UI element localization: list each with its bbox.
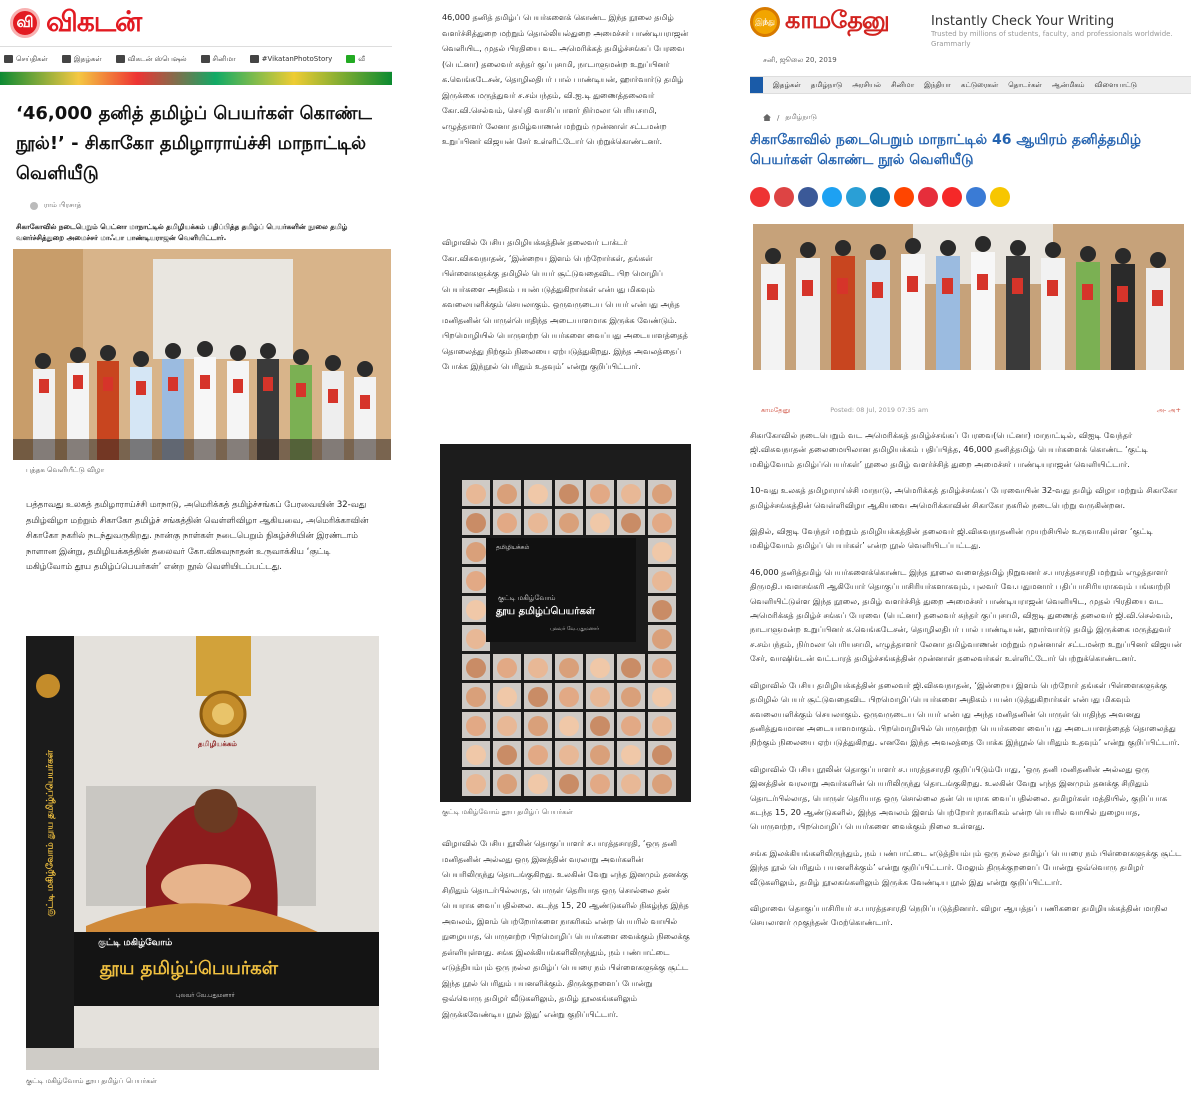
nav-item-photostory[interactable]: #VikatanPhotoStory: [250, 55, 333, 63]
baby-faces-grid-illustration: [440, 444, 691, 802]
nav-item-politics[interactable]: அரசியல்: [852, 80, 881, 89]
baby-face: [559, 658, 579, 678]
baby-face: [652, 600, 672, 620]
body-paragraph: இதில், விஐடி வேந்தர் மற்றும் தமிழியக்கத்தின் தலைவர் ஜி.விசுவநாதனின் முயற்சியில் உருவாகியுள்ள ‘குட்டி மகிழ்வோம் தமிழ்ப் பெயர்கள்’ என்ற நூல் வெளியிடப்பட்டது.: [750, 526, 1153, 551]
vikatan-article-title: ‘46,000 தனித் தமிழ்ப் பெயர்கள் கொண்ட நூல்!’ - சிகாகோ தமிழாராய்ச்சி மாநாட்டில் வெளியீடு: [16, 103, 372, 184]
baby-face: [559, 716, 579, 736]
baby-face: [497, 484, 517, 504]
meta-author: காமதேனு: [761, 406, 791, 414]
baby-face: [652, 745, 672, 765]
vikatan-logo-text[interactable]: விகடன்: [46, 4, 142, 38]
body-paragraph: சங்க இலக்கியங்களிலிருந்தும், நம் பண்பாட்டை எடுத்தியம்பும் ஒரு நல்ல தமிழ்ப் பெயரை நம் பிள்ளைகளுக்கு சூட்ட இந்த நூல் பெரிதும் பயனளிக்கும்’ என்று குறிப்பிட்டார். மேலும் திருக்குறளைப் போன்று ஒவ்வொரு தமிழர் வீடுகளிலும், தமிழ் நூலகங்களிலும் இருக்க வேண்டிய நூல் இது என்று குறிப்பிட்டார்.: [750, 847, 1182, 887]
flipboard-icon[interactable]: [942, 187, 962, 207]
kamadhenu-logo[interactable]: [750, 6, 889, 37]
vikatan-author[interactable]: [0, 189, 392, 210]
baby-face: [590, 716, 610, 736]
baby-face: [590, 774, 610, 794]
home-icon[interactable]: [763, 114, 771, 121]
baby-face: [652, 542, 672, 562]
breadcrumb-separator: /: [777, 113, 780, 122]
baby-face: [466, 600, 486, 620]
baby-face: [621, 513, 641, 533]
vikatan-cover-caption: குட்டி மகிழ்வோம் தூய தமிழ்ப் பெயர்கள்: [26, 1077, 157, 1085]
vikatan-header: [0, 0, 392, 46]
column2-paragraph-1: 46,000 தனித் தமிழ்ப் பெயர்களைக் கொண்ட இந்த நூலை தமிழ் வளர்ச்சித்துறை மற்றும் தொல்லியல்துறை அமைச்சர் பாண்டியராஜன் வெளியிட, முதல் பிரதியை வட அமெரிக்கத் தமிழ்ச்சங்கப் பேரவை (பெட்னா) தலைவர் சுந்தர் குப்புசாமி, நாடாளுமன்ற உறுப்பினர் க.வெங்கடேசன், தொழிலதிபர் பால் பாண்டியன், ஹார்வார்டு தமிழ் இருக்கை மருத்துவர் ச.சம்பந்தம், வி.ஐ.டி துணைத்தலைவர் கோ.வி.செல்வம், செய்தி வாசிப்பாளர் நிர்மலா பெரியசாமி, எழுத்தாளர் லேனா தமிழ்வாணன் மற்றும் முன்னாள் சட்டமன்ற உறுப்பினர் விஜயன் சேர் உள்ளிட்டோர் பெற்றுக்கொண்டனர்.: [442, 13, 689, 146]
kamadhenu-article-title: சிகாகோவில் நடைபெறும் மாநாட்டில் 46 ஆயிரம் தனித்தமிழ் பெயர்கள் கொண்ட நூல் வெளியீடு: [750, 132, 1142, 168]
baby-face: [590, 687, 610, 707]
emoji-icon[interactable]: [990, 187, 1010, 207]
facebook-icon[interactable]: [798, 187, 818, 207]
nav-item-series[interactable]: தொடர்கள்: [1008, 80, 1042, 89]
baby-face: [559, 745, 579, 765]
baby-face: [497, 745, 517, 765]
vikatan-lead-paragraph: சிகாகோவில் நடைபெறும் பெட்னா மாநாட்டில் தமிழியக்கம் பதிப்பித்த தமிழ்ப் பெயர்களின் நூலை தமிழ் வளர்ச்சித்துறை அமைச்சர் மாஃபா பாண்டியராஜன் வெளியிட்டார்.: [16, 223, 348, 242]
baby-face: [652, 629, 672, 649]
baby-face: [466, 513, 486, 533]
baby-face: [466, 716, 486, 736]
baby-face: [621, 716, 641, 736]
baby-face: [466, 571, 486, 591]
baby-face: [621, 687, 641, 707]
nav-item-magazines[interactable]: இதழ்கள்: [773, 80, 801, 89]
body-paragraph: 46,000 தனித்தமிழ் பெயர்களைக்கொண்ட இந்த நூலை வளைத்தமிழ் நிறுவனர் ச.பாரத்தசாரதி மற்றும் எழுத்தாளர் திருமதி.பவளசங்கரி ஆகியோர் தொகுப்பாசிரியர்களாகவும், புலவர் வே.பதுமனார் பதிப்பாசிரியராகவும் பங்காற்றி வெளியிட்டுள்ள இந்த நூலை, தமிழ் வளர்ச்சித் துறை அமைச்சர் பாண்டியராஜன் வெளியிட, முதல் பிரதியை வட அமெரிக்கத் தமிழ்ச் சங்கப் பேரவை (பெட்னா) தலைவர் சுந்தர் குப்புசாமி, விஐடி துணைத் தலைவர் ஜி.வி.செல்வம், நாடாளுமன்ற உறுப்பினர் சு.வெங்கடேசன், தொழிலதிபர் பால் பாண்டியன், ஹார்வார்டு தமிழ் இருக்கை மருத்துவர் ச.சம்பந்தம், நிர்மலா பெரியசாமி, எழுத்தாளர் லேனா தமிழ்வாணன் மற்றும் முன்னாள் சட்டமன்ற உறுப்பினர் விஜயன் சேர், வாஷிங்டன் வட்டாரத் தமிழ்ச்சங்கத்தின் முன்னாள் தலைவர்கள் உள்ளிட்டோர் பெற்றுக்கொண்டனர்.: [750, 566, 1182, 664]
baby-face: [590, 513, 610, 533]
baby-face: [497, 716, 517, 736]
nav-item-news[interactable]: செய்திகள்: [4, 55, 48, 64]
cinema-icon: [201, 55, 210, 63]
baby-face: [528, 716, 548, 736]
baby-face: [497, 513, 517, 533]
special-icon: [116, 55, 125, 63]
nav-item-special[interactable]: விகடன் ஸ்பெஷல்: [116, 55, 187, 64]
nav-item-sports[interactable]: விளையாட்டு: [1094, 80, 1137, 89]
news-icon: [4, 55, 13, 63]
baby-face: [466, 774, 486, 794]
baby-face: [652, 774, 672, 794]
column2-paragraph-3: விழாவில் பேசிய நூலின் தொகுப்பாளர் ச.பாரத்தசாரதி, ‘ஒரு தனி மனிதனின் அல்லது ஒரு இனத்தின் வரலாறு அவர்களின் பெயரிலிருந்து தொடங்குகிறது. உலகின் வேறு எந்த இனமும் தனக்கு சிறிதும் தொடர்பில்லாத, பொருள் தெரியாத ஒரு சொல்லை தன் பெயராக வைப்பதில்லை. கடந்த 15, 20 ஆண்டுகளில் நிகழ்ந்த இந்த அவலம், இளம் பெற்றோர்களை நாகரிகம் என்ற பெயரில் வாயில் நுழையாத, பொருளற்ற பிறமொழிப் பெயர்களை வைக்கும் நிலைக்கு தள்ளியுள்ளது. சங்க இலக்கியங்களிலிருந்தும், நம் பண்பாட்டை எடுத்தியம்பும் ஒரு நல்ல தமிழ்ப் பெயரை நம் பிள்ளைகளுக்கு சூட்ட இந்த நூல் பெரிதும் பயனளிக்கும். திருக்குறளைப் போன்று ஒவ்வொரு தமிழர் வீடுகளிலும், தமிழ் நூலகங்களிலும் இருக்கவேண்டிய நூல் இது’ என்று குறிப்பிட்டார்.: [442, 839, 690, 1019]
book2-title-small: குட்டி மகிழ்வோம்: [498, 594, 556, 602]
baby-face: [466, 629, 486, 649]
book-release-photo-illustration: [13, 249, 391, 460]
baby-face: [466, 542, 486, 562]
comment-icon[interactable]: [750, 187, 770, 207]
baby-face: [466, 658, 486, 678]
vikatan-article-clipping: [0, 0, 392, 1103]
book2-author-label: புலவர் வே.பதுமனார்: [550, 626, 599, 632]
baby-face: [590, 658, 610, 678]
baby-face: [559, 774, 579, 794]
baby-face: [652, 484, 672, 504]
baby-face: [497, 774, 517, 794]
baby-face: [621, 658, 641, 678]
baby-face: [497, 687, 517, 707]
book-cover-illustration: [26, 636, 379, 1070]
nav-item-cinema[interactable]: சினிமா: [890, 80, 915, 89]
photo-icon: [250, 55, 259, 63]
kamadhenu-date: சனி, ஜூலை 20, 2019: [763, 56, 837, 64]
baby-face: [652, 658, 672, 678]
book-publisher-label: தமிழியக்கம்: [198, 740, 237, 748]
kamadhenu-article-clipping: [733, 0, 1191, 1103]
baby-face: [621, 484, 641, 504]
body-paragraph: விழாவில் பேசிய நூலின் தொகுப்பாளர் ச.பாரத்தசாரதி குறிப்பிடும்போது, ‘ஒரு தனி மனிதனின் அல்லது ஒரு இனத்தின் வரலாறு அவர்களின் பெயரிலிருந்து தொடங்குகிறது. உலகின் வேறு எந்த இனமும் தனக்கு சிறிதும் தொடர்பில்லாத, பொருள் தெரியாத ஒரு சொல்லை தன் பெயராக வைப்பதில்லை. தமிழர்கள் மத்தியில், குறிப்பாக கடந்த 15, 20 ஆண்டுகளில், இந்த அவலம் இளம் பெற்றோர் நாகரிகம் என்ற பெயரில் வாயில் நுழையாத, பொருளற்ற, பிறமொழிப் பெயர்களை வைக்கும் நிலை உள்ளது.: [750, 763, 1168, 832]
baby-face: [466, 687, 486, 707]
baby-face: [559, 484, 579, 504]
baby-face: [466, 484, 486, 504]
ad-title: Instantly Check Your Writing: [931, 14, 1115, 29]
nav-item-spiritual[interactable]: ஆன்மிகம்: [1051, 80, 1085, 89]
body-paragraph: விழாவில் பேசிய தமிழியக்கத்தின் தலைவர் ஜி.விசுவநாதன், ‘இன்றைய இளம் பெற்றோர் தங்கள் பிள்ளைகளுக்கு தமிழில் பெயர் சூட்டுவதைவிட பிறமொழிப்பெயர்களை அதிகம் பயன்படுத்துகிறார்கள் என்பது மிகவும் கவலையளிக்கும் செயலாகும். ஒருவருடைய பெயர் என்பது அந்த மனிதனின் பொருள் பொதிந்த அவனது தனித்துவமான அடையாளமாகும். பிறமொழியில் பொருளற்ற பெயர்களை வைப்பது அடையாளத்தைத் தொலைத்து நிற்கும் நிலையை ஏற்படுத்துகிறது. எனவே இந்த அவலத்தை போக்க இந்நூல் பெரிதும் உதவும்’ என்று குறிப்பிட்டார்.: [750, 679, 1180, 748]
linkedin-icon[interactable]: [870, 187, 890, 207]
vikatan-logo-badge[interactable]: வி: [10, 8, 40, 38]
book-author-label: புலவர் வே.பதுமனார்: [176, 992, 235, 999]
baby-face: [528, 484, 548, 504]
breadcrumb-section[interactable]: தமிழ்நாடு: [785, 113, 817, 121]
twitter-icon[interactable]: [822, 187, 842, 207]
baby-face: [528, 774, 548, 794]
ad-subtitle: Trusted by millions of students, faculty, and professionals worldwide. Grammarly: [931, 30, 1173, 48]
book-title-small: குட்டி மகிழ்வோம்: [98, 938, 173, 948]
nav-item-tamilnadu[interactable]: தமிழ்நாடு: [810, 80, 843, 89]
column2-paragraph-2: விழாவில் பேசிய தமிழியக்கத்தின் தலைவர் டாக்டர் கோ.விசுவநாதன், ‘இன்றைய இளம் பெற்றோர்கள், தங்கள் பிள்ளைகளுக்கு தமிழில் பெயர் சூட்டுவதைவிட பிற மொழிப் பெயர்களை அதிகம் பயன்படுத்துகிறார்கள் என்பது மிகவும் கவலையளிக்கும் செயலாகும். ஒருவருடைய பெயர் என்பது அந்த மனிதனின் பொருள்பொதிந்த அடையாளமாக இருக்க வேண்டும். பிறமொழியில் பொருளற்ற பெயர்களை வைப்பது அடையாளத்தைத் தொலைத்து நிற்கும் நிலையை ஏற்படுத்துகிறது. இந்த அவலத்தைப் போக்க இந்நூல் பெரிதும் உதவும்’ என்று குறிப்பிட்டார்.: [442, 238, 688, 371]
book2-publisher-label: தமிழியக்கம்: [496, 544, 530, 551]
pinterest-icon[interactable]: [918, 187, 938, 207]
kamadhenu-event-photo: [753, 224, 1184, 370]
email-icon[interactable]: [966, 187, 986, 207]
share-buttons: [750, 187, 1010, 207]
baby-face: [528, 687, 548, 707]
vikatan-nav: [0, 46, 392, 72]
nav-item-cinema[interactable]: சினிமா: [201, 55, 236, 64]
nav-item-magazines[interactable]: இதழ்கள்: [62, 55, 102, 64]
nav-item-india[interactable]: இந்தியா: [924, 80, 951, 89]
vikatan-body-paragraph: பத்தாவது உலகத் தமிழாராய்ச்சி மாநாடு, அமெரிக்கத் தமிழ்ச்சங்கப் பேரவையின் 32-வது தமிழ்விழா மற்றும் சிகாகோ தமிழ்ச் சங்கத்தின் வெள்ளிவிழா ஆகியவை, அமெரிக்காவின் சிகாகோ நகரில் நடந்துவருகிறது. நான்கு நாள்கள் நடைபெறும் நிகழ்ச்சியின் இரண்டாம் நாளான இன்று, தமிழியக்கத்தின் தலைவர் கோ.விசுவநாதன் உருவாக்கிய ‘குட்டி மகிழ்வோம் தூய தமிழ்ப்பெயர்கள்’ என்ற நூல் வெளியிடப்பட்டது.: [26, 500, 369, 573]
baby-face: [559, 513, 579, 533]
kamadhenu-logo-badge: இந்து: [750, 7, 780, 37]
vikatan-book-cover: [26, 636, 379, 1070]
book-release-photo-illustration: [753, 224, 1184, 370]
baby-face: [528, 513, 548, 533]
kamadhenu-logo-text: காமதேனு: [785, 6, 889, 34]
baby-face: [652, 716, 672, 736]
baby-face: [652, 513, 672, 533]
book-title-big: தூய தமிழ்ப்பெயர்கள்: [100, 958, 278, 979]
meta-posted: Posted: 08 Jul, 2019 07:35 am: [830, 406, 929, 414]
author-name: ராம் பிரசாத்: [44, 201, 82, 209]
nav-item-articles[interactable]: கட்டுரைகள்: [960, 80, 999, 89]
magazine-icon: [62, 55, 71, 63]
column2-book-cover: [440, 444, 691, 802]
baby-face: [528, 658, 548, 678]
baby-face: [559, 687, 579, 707]
vikatan-article-continued: [424, 0, 706, 1103]
vikatan-banner-strip: [0, 72, 392, 85]
author-avatar: [30, 202, 38, 210]
baby-face: [466, 745, 486, 765]
more-icon: [346, 55, 355, 63]
baby-face: [652, 687, 672, 707]
home-icon[interactable]: [750, 77, 763, 93]
body-paragraph: சிகாகோவில் நடைபெறும் வட அமெரிக்கத் தமிழ்ச்சங்கப் பேரவை(பெட்னா) மாநாட்டில், விஐடி வேந்தர் ஜி.விசுவநாதன் தலைமையிலான தமிழியக்கம் பதிப்பித்த, 46,000 தனித்தமிழ் பெயர்களைக் கொண்ட ‘குட்டி மகிழ்வோம் தமிழ்ப்பெயர்கள்’ நூலை தமிழ் வளர்ச்சித் துறை அமைச்சர் பாண்டியராஜன் வெளியிட்டார்.: [750, 430, 1148, 469]
column2-cover-caption: குட்டி மகிழ்வோம் தூய தமிழ்ப் பெயர்கள்: [442, 808, 573, 816]
vikatan-photo-caption: புத்தக வெளியீட்டு விழா: [26, 466, 105, 474]
bookmark-icon[interactable]: [774, 187, 794, 207]
book-spine-text: குட்டி மகிழ்வோம் தூய தமிழ்ப்பெயர்கள்: [45, 750, 56, 917]
baby-face: [652, 571, 672, 591]
book2-title-big: தூய தமிழ்ப்பெயர்கள்: [496, 606, 595, 617]
body-paragraph: விழாவை தொகுப்பாசிரியர் ச.பாரத்தசாரதி நெறிப்படுத்தினார். விழா ஆயத்தப் பணிகளை தமிழியக்கத்தின் மாநில செயலாளர் முகுந்தன் மேற்கொண்டார்.: [750, 902, 1168, 928]
telegram-icon[interactable]: [846, 187, 866, 207]
baby-face: [590, 484, 610, 504]
font-size-controls[interactable]: அ- அ+: [1156, 406, 1181, 414]
nav-item-more[interactable]: வீ: [346, 55, 365, 64]
reddit-icon[interactable]: [894, 187, 914, 207]
baby-face: [621, 745, 641, 765]
baby-face: [621, 774, 641, 794]
article-meta: [761, 406, 1181, 415]
body-paragraph: 10-வது உலகத் தமிழாராய்ச்சி மாநாடு, அமெரிக்கத் தமிழ்ச்சங்கப் பேரவையின் 32-வது தமிழ் விழா மற்றும் சிகாகோ தமிழ்ச்சங்கத்தின் வெள்ளிவிழா ஆகியவை அமெரிக்காவின் சிகாகோ நகரில் நடைபெற்று வருகின்றன.: [750, 485, 1178, 510]
vikatan-event-photo: [13, 249, 391, 460]
baby-face: [590, 745, 610, 765]
kamadhenu-article-body: [750, 428, 1185, 942]
breadcrumb: [763, 113, 817, 122]
kamadhenu-nav: [750, 76, 1191, 94]
grammarly-ad[interactable]: [931, 14, 1191, 49]
baby-face: [528, 745, 548, 765]
baby-face: [497, 658, 517, 678]
